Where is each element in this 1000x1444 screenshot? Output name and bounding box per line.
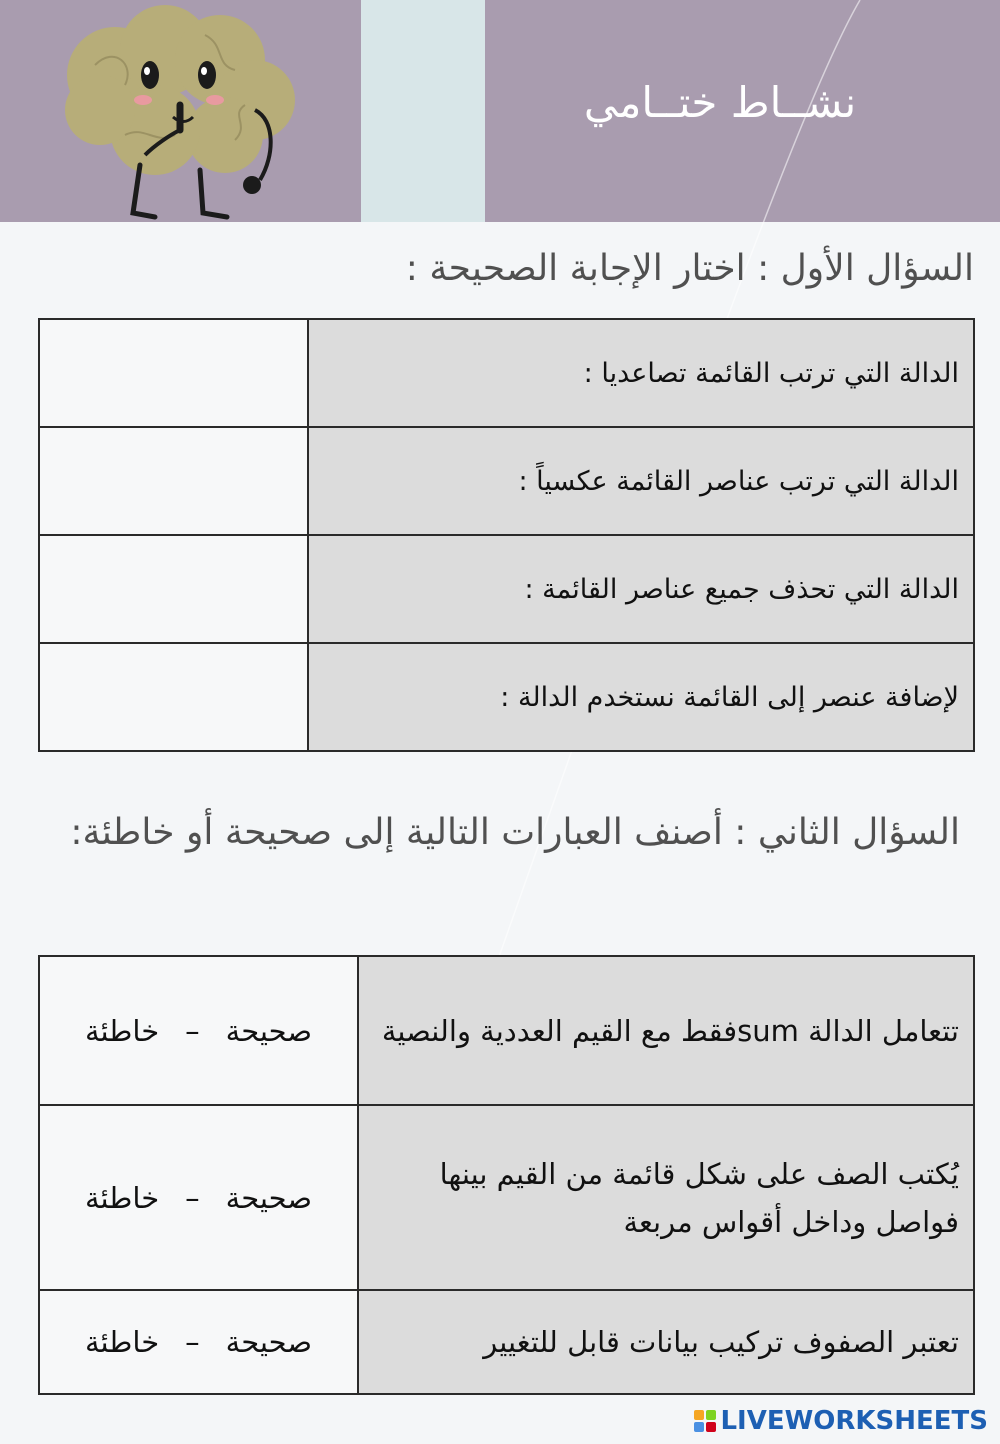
statement-cell: تعتبر الصفوف تركيب بيانات قابل للتغيير xyxy=(358,1290,974,1394)
answer-field[interactable] xyxy=(39,319,308,427)
table-row xyxy=(39,319,974,427)
statement-cell: يُكتب الصف على شكل قائمة من القيم بينها فواصل وداخل أقواس مربعة xyxy=(358,1105,974,1290)
brain-mascot-icon xyxy=(55,5,305,222)
table-row xyxy=(39,1290,974,1394)
statement-cell: تتعامل الدالة sumفقط مع القيم العددية والنصية xyxy=(358,956,974,1105)
false-option[interactable]: خاطئة xyxy=(84,1325,160,1359)
answer-field[interactable] xyxy=(39,427,308,535)
false-option[interactable]: خاطئة xyxy=(84,1013,160,1048)
question-cell: الدالة التي ترتب القائمة تصاعديا : xyxy=(308,319,974,427)
liveworksheets-brand[interactable] xyxy=(694,1406,988,1436)
liveworksheets-logo-icon xyxy=(694,1410,716,1432)
true-false-choice[interactable] xyxy=(39,956,358,1105)
table-row xyxy=(39,956,974,1105)
true-option[interactable]: صحيحة xyxy=(225,1325,313,1359)
question-2-table xyxy=(38,955,975,1395)
true-option[interactable]: صحيحة xyxy=(225,1180,313,1215)
false-option[interactable]: خاطئة xyxy=(84,1180,160,1215)
brand-text: LIVEWORKSHEETS xyxy=(720,1406,988,1436)
answer-field[interactable] xyxy=(39,643,308,751)
table-row xyxy=(39,1105,974,1290)
true-option[interactable]: صحيحة xyxy=(225,1013,313,1048)
table-row xyxy=(39,427,974,535)
table-row xyxy=(39,535,974,643)
true-false-choice[interactable] xyxy=(39,1105,358,1290)
question-1-table xyxy=(38,318,975,752)
question-1-heading: السؤال الأول : اختار الإجابة الصحيحة : xyxy=(405,248,974,289)
page-title: نشــاط ختــامي xyxy=(583,78,857,127)
question-cell: الدالة التي ترتب عناصر القائمة عكسياً : xyxy=(308,427,974,535)
choice-separator: – xyxy=(185,1013,200,1048)
answer-field[interactable] xyxy=(39,535,308,643)
table-row xyxy=(39,643,974,751)
true-false-choice[interactable] xyxy=(39,1290,358,1394)
question-cell: الدالة التي تحذف جميع عناصر القائمة : xyxy=(308,535,974,643)
question-cell: لإضافة عنصر إلى القائمة نستخدم الدالة : xyxy=(308,643,974,751)
choice-separator: – xyxy=(185,1325,200,1359)
header-strip xyxy=(361,0,485,222)
choice-separator: – xyxy=(185,1180,200,1215)
question-2-heading: السؤال الثاني : أصنف العبارات التالية إلى صحيحة أو خاطئة: xyxy=(70,812,960,853)
